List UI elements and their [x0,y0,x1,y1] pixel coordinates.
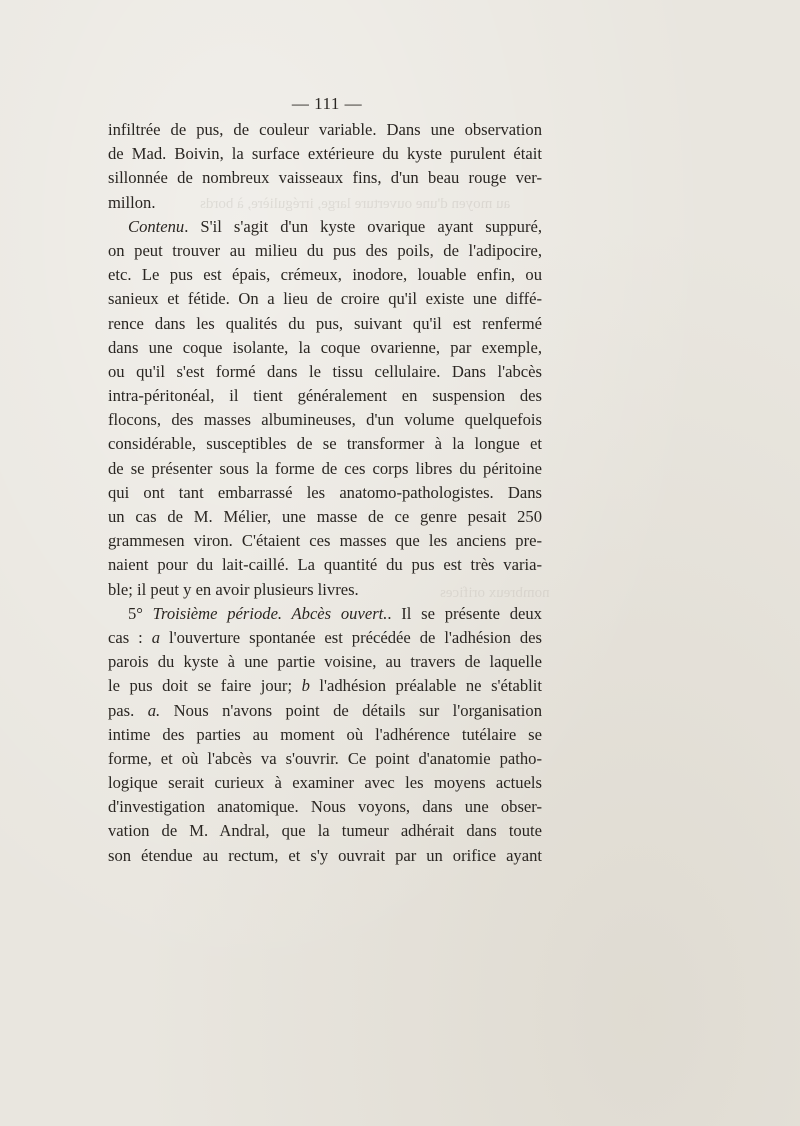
text-line: pas. a. Nous n'avons point de détails sur l'organisation [108,700,542,720]
text-line: intime des parties au moment où l'adhérence tutélaire se [108,724,542,744]
body-text [108,118,542,868]
text-line: on peut trouver au milieu du pus des poils, de l'adipocire, [108,240,542,260]
marker-a: a [151,627,161,647]
text-line: sillonnée de nombreux vaisseaux fins, d'un beau rouge ver- [108,168,542,188]
text-line: considérable, susceptibles de se transformer à la longue et [108,434,542,454]
text-line: etc. Le pus est épais, crémeux, inodore, louable enfin, ou [108,265,542,285]
text-line: rence dans les qualités du pus, suivant qu'il est renfermé [108,313,542,333]
text-line: grammesen viron. C'étaient ces masses que les anciens pre- [108,531,542,551]
paragraph-contenu-first-line: Contenu. S'il s'agit d'un kyste ovarique ayant suppuré, [128,216,542,236]
text-line: logique serait curieux à examiner avec les moyens actuels [108,773,542,793]
text-line: millon. [108,192,156,212]
text-line: ou qu'il s'est formé dans le tissu cellulaire. Dans l'abcès [108,361,542,381]
contenu-heading: Contenu [128,216,185,236]
marker-b: b [301,676,310,696]
text-line: son étendue au rectum, et s'y ouvrait par un orifice ayant [108,845,542,865]
text-line: forme, et où l'abcès va s'ouvrir. Ce point d'anatomie patho- [108,748,542,768]
show-through-text: nombreux orifices [440,585,550,601]
text-line: infiltrée de pus, de couleur variable. Dans une observation [108,120,542,139]
text-line: flocons, des masses albumineuses, d'un volume quelquefois [108,410,542,430]
text-line: de Mad. Boivin, la surface extérieure du kyste purulent était [108,144,542,164]
text-line: intra-péritonéal, il tient généralement en suspension des [108,386,542,406]
text-line: d'investigation anatomique. Nous voyons, dans une obser- [108,797,542,817]
troisieme-periode-heading: Troisième période. Abcès ouvert. [152,603,388,623]
text-line: ble; il peut y en avoir plusieurs livres. [108,579,359,599]
text-line: de se présenter sous la forme de ces corps libres du péritoine [108,458,542,478]
text-line: parois du kyste à une partie voisine, au travers de laquelle [108,652,542,672]
text-line: un cas de M. Mélier, une masse de ce genre pesait 250 [108,507,542,526]
text-line: vation de M. Andral, que la tumeur adhérait dans toute [108,821,542,841]
text-line: qui ont tant embarrassé les anatomo-pathologistes. Dans [108,482,542,502]
page-number: — 111 — [291,94,363,113]
text-line: sanieux et fétide. On a lieu de croire qu'il existe une diffé- [108,289,542,309]
show-through-text: au moyen d'une ouverture large, irrégulière, à bords [200,196,511,212]
text-line: naient pour du lait-caillé. La quantité du pus est très varia- [108,555,542,575]
marker-a-dot: a. [147,700,161,720]
text-line: cas : a l'ouverture spontanée est précédée de l'adhésion des [108,627,542,647]
paragraph-troisieme-first-line: 5° Troisième période. Abcès ouvert.. Il se présente deux [128,603,542,623]
text-line: dans une coque isolante, la coque ovarienne, par exemple, [108,337,542,357]
text-line: le pus doit se faire jour; b l'adhésion préalable ne s'établit [108,676,542,696]
